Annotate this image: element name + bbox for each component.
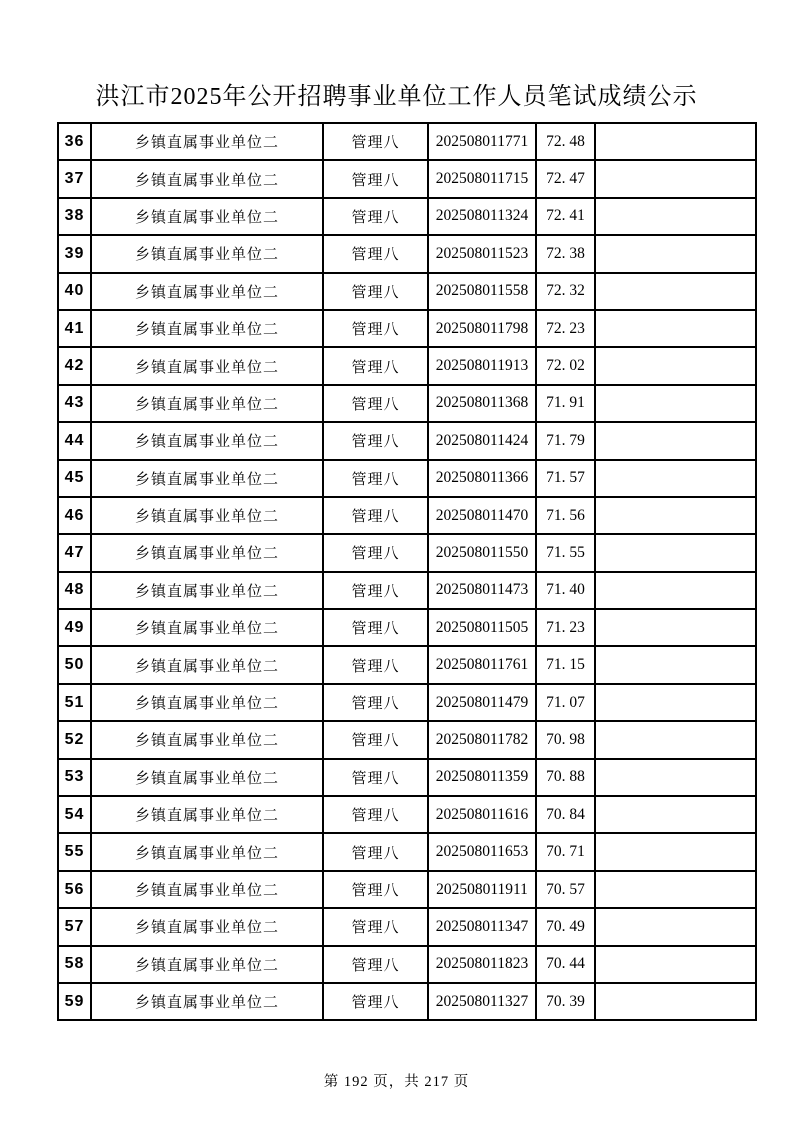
position-cell: 管理八 [323, 796, 428, 833]
position-cell: 管理八 [323, 908, 428, 945]
note-cell [595, 871, 756, 908]
unit-cell: 乡镇直属事业单位二 [91, 946, 323, 983]
unit-cell: 乡镇直属事业单位二 [91, 684, 323, 721]
note-cell [595, 646, 756, 683]
position-cell: 管理八 [323, 646, 428, 683]
score-cell: 71. 91 [536, 385, 595, 422]
no-cell: 57 [58, 908, 91, 945]
table-row [58, 721, 756, 758]
exam_id-cell: 202508011798 [428, 310, 536, 347]
table-row [58, 123, 756, 160]
no-cell: 45 [58, 460, 91, 497]
no-cell: 42 [58, 347, 91, 384]
table-row [58, 759, 756, 796]
no-cell: 47 [58, 534, 91, 571]
position-cell: 管理八 [323, 871, 428, 908]
exam_id-cell: 202508011473 [428, 572, 536, 609]
no-cell: 52 [58, 721, 91, 758]
note-cell [595, 946, 756, 983]
table-row [58, 609, 756, 646]
table-row [58, 273, 756, 310]
score-cell: 70. 49 [536, 908, 595, 945]
position-cell: 管理八 [323, 273, 428, 310]
no-cell: 40 [58, 273, 91, 310]
no-cell: 58 [58, 946, 91, 983]
position-cell: 管理八 [323, 385, 428, 422]
position-cell: 管理八 [323, 572, 428, 609]
score-cell: 71. 55 [536, 534, 595, 571]
score-cell: 70. 39 [536, 983, 595, 1020]
no-cell: 44 [58, 422, 91, 459]
score-cell: 72. 47 [536, 160, 595, 197]
note-cell [595, 497, 756, 534]
table-row [58, 983, 756, 1020]
no-cell: 53 [58, 759, 91, 796]
position-cell: 管理八 [323, 160, 428, 197]
score-cell: 71. 07 [536, 684, 595, 721]
unit-cell: 乡镇直属事业单位二 [91, 235, 323, 272]
score-cell: 70. 57 [536, 871, 595, 908]
table-row [58, 871, 756, 908]
unit-cell: 乡镇直属事业单位二 [91, 871, 323, 908]
position-cell: 管理八 [323, 759, 428, 796]
note-cell [595, 721, 756, 758]
note-cell [595, 160, 756, 197]
score-table-body [58, 123, 756, 1020]
position-cell: 管理八 [323, 347, 428, 384]
position-cell: 管理八 [323, 460, 428, 497]
unit-cell: 乡镇直属事业单位二 [91, 833, 323, 870]
table-row [58, 908, 756, 945]
score-cell: 71. 15 [536, 646, 595, 683]
exam_id-cell: 202508011911 [428, 871, 536, 908]
position-cell: 管理八 [323, 123, 428, 160]
position-cell: 管理八 [323, 946, 428, 983]
unit-cell: 乡镇直属事业单位二 [91, 646, 323, 683]
score-cell: 70. 98 [536, 721, 595, 758]
score-cell: 71. 56 [536, 497, 595, 534]
table-row [58, 310, 756, 347]
note-cell [595, 273, 756, 310]
exam_id-cell: 202508011523 [428, 235, 536, 272]
unit-cell: 乡镇直属事业单位二 [91, 460, 323, 497]
no-cell: 38 [58, 198, 91, 235]
note-cell [595, 983, 756, 1020]
unit-cell: 乡镇直属事业单位二 [91, 759, 323, 796]
exam_id-cell: 202508011470 [428, 497, 536, 534]
table-row [58, 460, 756, 497]
exam_id-cell: 202508011366 [428, 460, 536, 497]
table-row [58, 946, 756, 983]
position-cell: 管理八 [323, 235, 428, 272]
note-cell [595, 833, 756, 870]
table-row [58, 160, 756, 197]
no-cell: 49 [58, 609, 91, 646]
score-table [57, 122, 757, 1021]
table-row [58, 684, 756, 721]
unit-cell: 乡镇直属事业单位二 [91, 198, 323, 235]
score-cell: 71. 57 [536, 460, 595, 497]
exam_id-cell: 202508011550 [428, 534, 536, 571]
no-cell: 48 [58, 572, 91, 609]
exam_id-cell: 202508011324 [428, 198, 536, 235]
page-footer: 第 192 页，共 217 页 [323, 1074, 470, 1090]
exam_id-cell: 202508011913 [428, 347, 536, 384]
exam_id-cell: 202508011782 [428, 721, 536, 758]
no-cell: 36 [58, 123, 91, 160]
position-cell: 管理八 [323, 684, 428, 721]
score-cell: 71. 23 [536, 609, 595, 646]
table-row [58, 796, 756, 833]
no-cell: 37 [58, 160, 91, 197]
unit-cell: 乡镇直属事业单位二 [91, 609, 323, 646]
unit-cell: 乡镇直属事业单位二 [91, 721, 323, 758]
no-cell: 41 [58, 310, 91, 347]
score-cell: 72. 41 [536, 198, 595, 235]
note-cell [595, 235, 756, 272]
position-cell: 管理八 [323, 833, 428, 870]
no-cell: 54 [58, 796, 91, 833]
note-cell [595, 609, 756, 646]
table-row [58, 385, 756, 422]
score-cell: 71. 40 [536, 572, 595, 609]
score-cell: 72. 23 [536, 310, 595, 347]
no-cell: 50 [58, 646, 91, 683]
position-cell: 管理八 [323, 721, 428, 758]
note-cell [595, 759, 756, 796]
position-cell: 管理八 [323, 198, 428, 235]
position-cell: 管理八 [323, 983, 428, 1020]
unit-cell: 乡镇直属事业单位二 [91, 310, 323, 347]
table-row [58, 646, 756, 683]
table-row [58, 534, 756, 571]
score-cell: 72. 48 [536, 123, 595, 160]
unit-cell: 乡镇直属事业单位二 [91, 273, 323, 310]
table-row [58, 833, 756, 870]
unit-cell: 乡镇直属事业单位二 [91, 534, 323, 571]
score-cell: 70. 44 [536, 946, 595, 983]
unit-cell: 乡镇直属事业单位二 [91, 796, 323, 833]
note-cell [595, 572, 756, 609]
exam_id-cell: 202508011424 [428, 422, 536, 459]
unit-cell: 乡镇直属事业单位二 [91, 123, 323, 160]
exam_id-cell: 202508011347 [428, 908, 536, 945]
exam_id-cell: 202508011771 [428, 123, 536, 160]
position-cell: 管理八 [323, 609, 428, 646]
no-cell: 56 [58, 871, 91, 908]
exam_id-cell: 202508011761 [428, 646, 536, 683]
table-row [58, 347, 756, 384]
note-cell [595, 422, 756, 459]
unit-cell: 乡镇直属事业单位二 [91, 422, 323, 459]
unit-cell: 乡镇直属事业单位二 [91, 572, 323, 609]
exam_id-cell: 202508011368 [428, 385, 536, 422]
unit-cell: 乡镇直属事业单位二 [91, 497, 323, 534]
exam_id-cell: 202508011359 [428, 759, 536, 796]
position-cell: 管理八 [323, 534, 428, 571]
unit-cell: 乡镇直属事业单位二 [91, 983, 323, 1020]
position-cell: 管理八 [323, 422, 428, 459]
note-cell [595, 908, 756, 945]
exam_id-cell: 202508011715 [428, 160, 536, 197]
unit-cell: 乡镇直属事业单位二 [91, 908, 323, 945]
note-cell [595, 534, 756, 571]
no-cell: 59 [58, 983, 91, 1020]
note-cell [595, 796, 756, 833]
score-cell: 70. 84 [536, 796, 595, 833]
no-cell: 46 [58, 497, 91, 534]
note-cell [595, 198, 756, 235]
score-cell: 71. 79 [536, 422, 595, 459]
note-cell [595, 684, 756, 721]
exam_id-cell: 202508011653 [428, 833, 536, 870]
table-row [58, 235, 756, 272]
score-cell: 70. 88 [536, 759, 595, 796]
note-cell [595, 347, 756, 384]
table-row [58, 198, 756, 235]
no-cell: 51 [58, 684, 91, 721]
exam_id-cell: 202508011327 [428, 983, 536, 1020]
exam_id-cell: 202508011505 [428, 609, 536, 646]
score-cell: 72. 02 [536, 347, 595, 384]
table-row [58, 422, 756, 459]
position-cell: 管理八 [323, 497, 428, 534]
unit-cell: 乡镇直属事业单位二 [91, 160, 323, 197]
exam_id-cell: 202508011479 [428, 684, 536, 721]
position-cell: 管理八 [323, 310, 428, 347]
table-row [58, 572, 756, 609]
no-cell: 43 [58, 385, 91, 422]
note-cell [595, 385, 756, 422]
score-cell: 72. 32 [536, 273, 595, 310]
unit-cell: 乡镇直属事业单位二 [91, 347, 323, 384]
note-cell [595, 123, 756, 160]
page-title: 洪江市2025年公开招聘事业单位工作人员笔试成绩公示 [95, 84, 698, 110]
score-cell: 70. 71 [536, 833, 595, 870]
unit-cell: 乡镇直属事业单位二 [91, 385, 323, 422]
note-cell [595, 310, 756, 347]
no-cell: 55 [58, 833, 91, 870]
note-cell [595, 460, 756, 497]
no-cell: 39 [58, 235, 91, 272]
table-row [58, 497, 756, 534]
exam_id-cell: 202508011616 [428, 796, 536, 833]
exam_id-cell: 202508011823 [428, 946, 536, 983]
score-cell: 72. 38 [536, 235, 595, 272]
exam_id-cell: 202508011558 [428, 273, 536, 310]
